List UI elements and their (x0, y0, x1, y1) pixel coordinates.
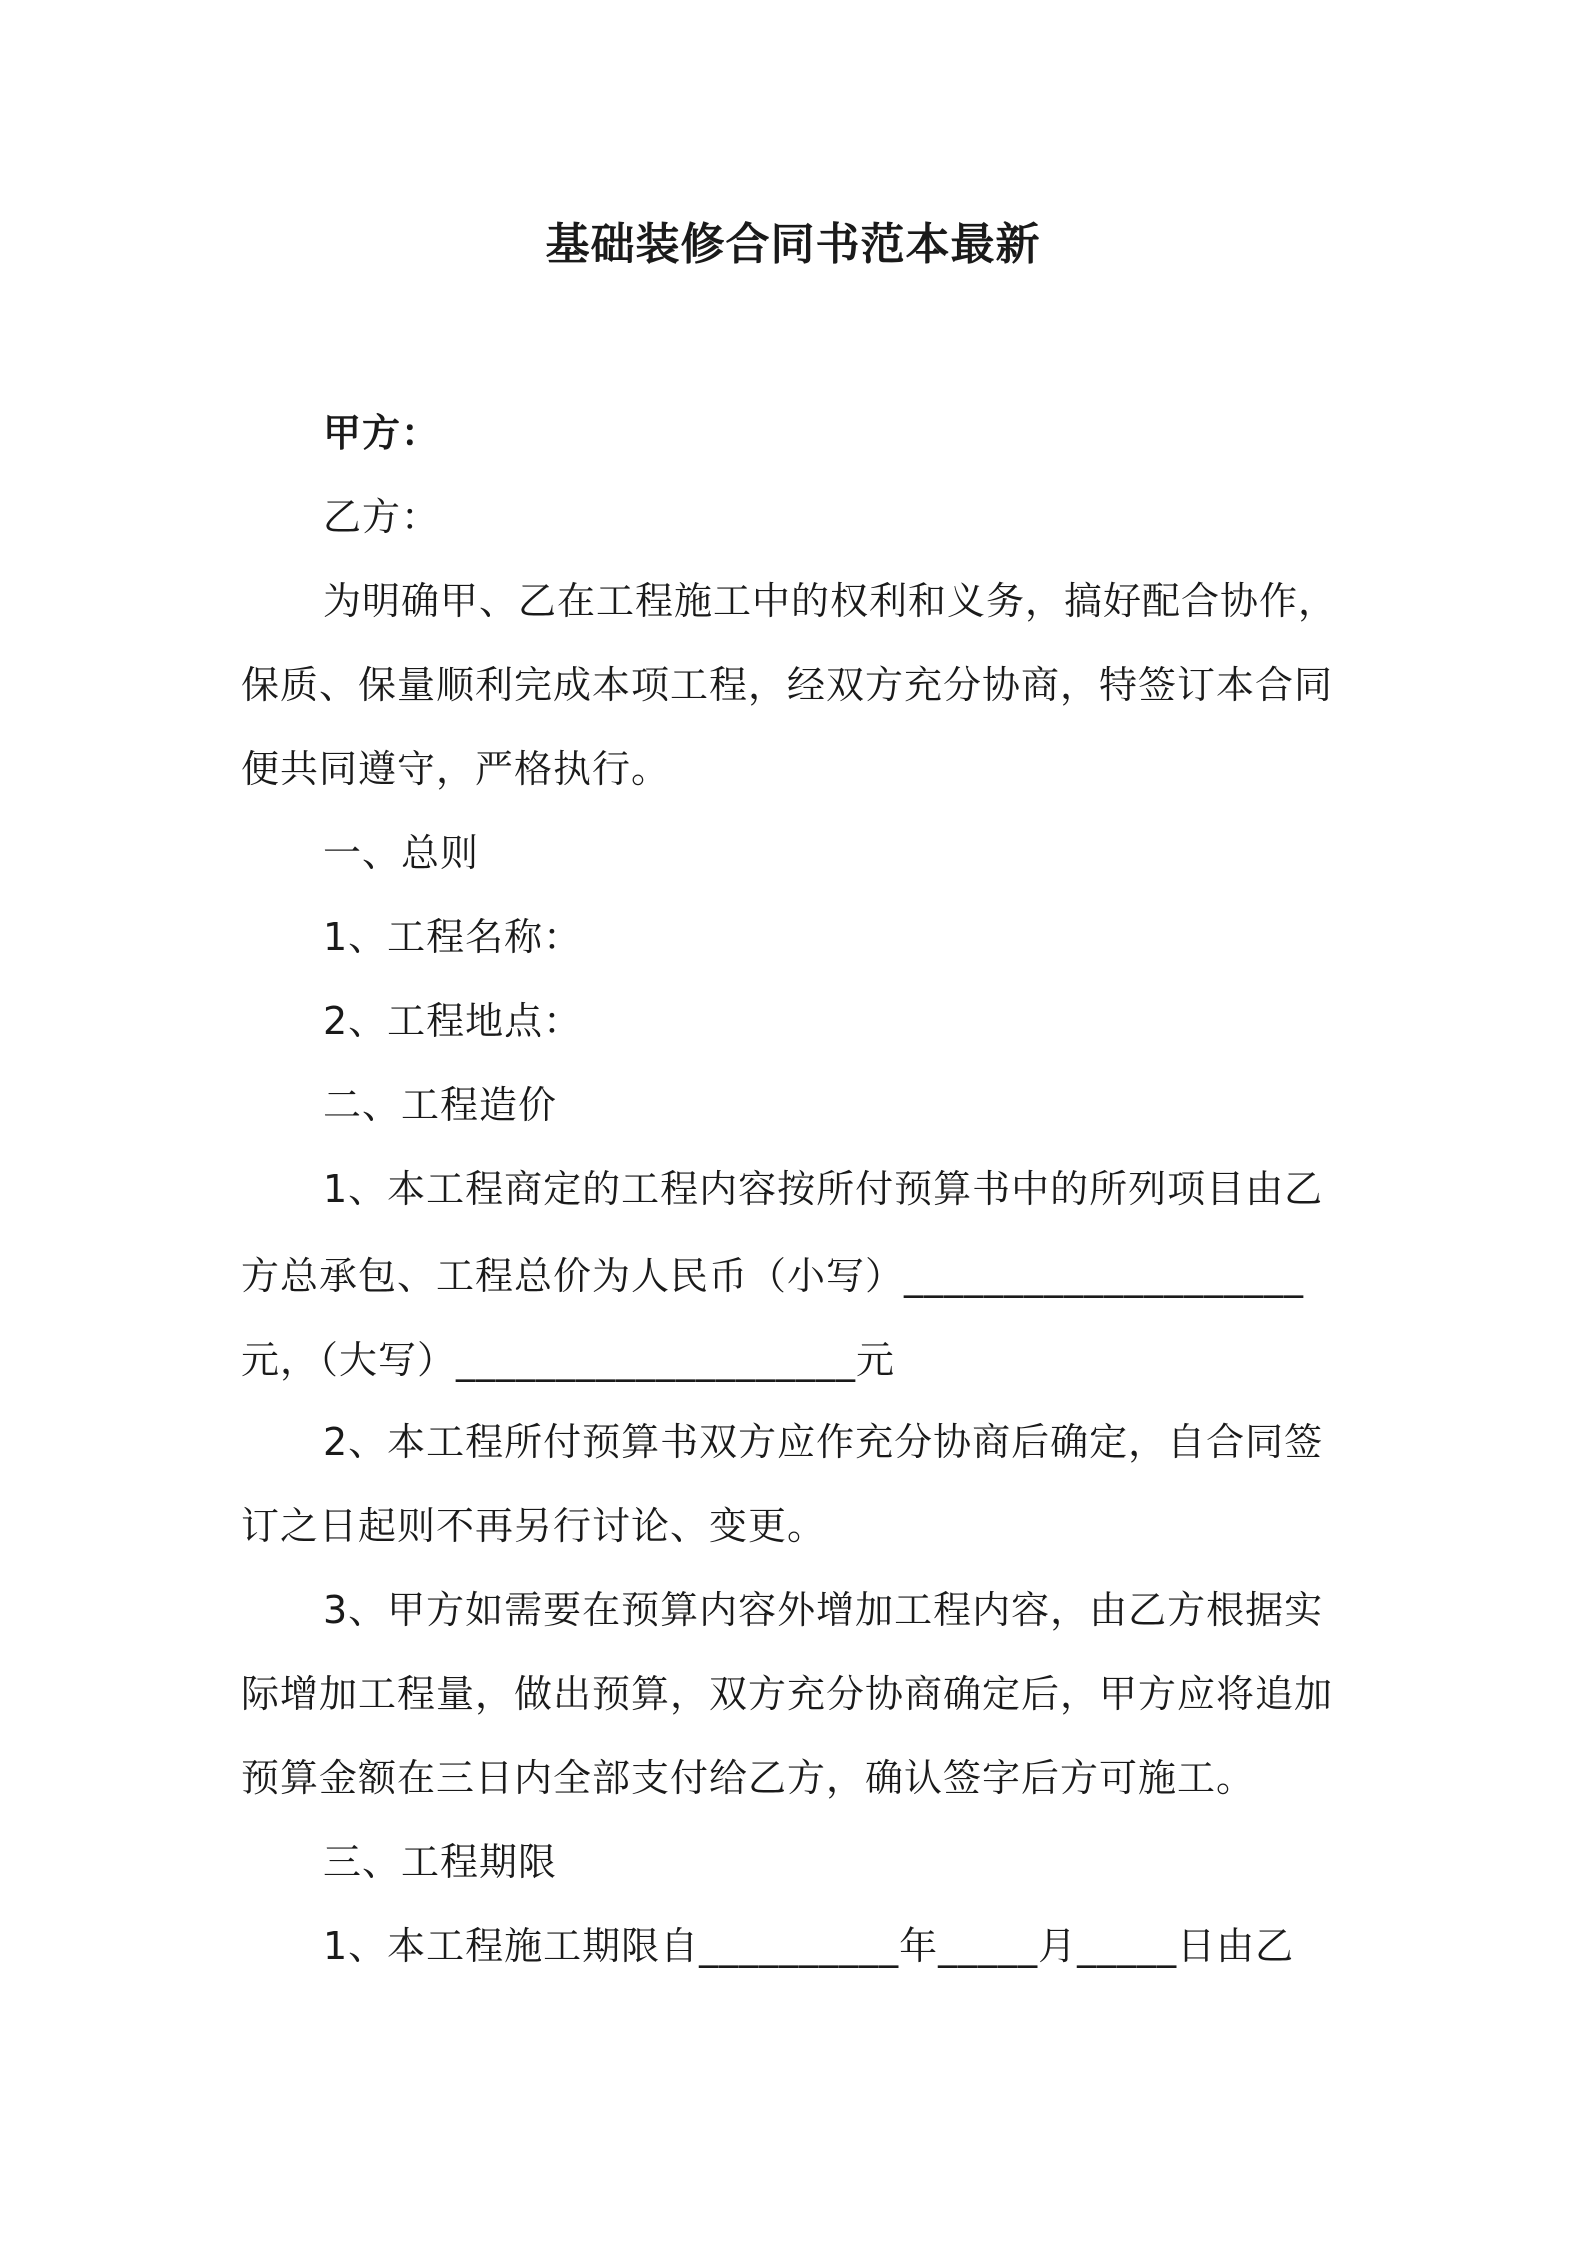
document-title: 基础装修合同书范本最新 (545, 219, 1041, 270)
intro-line-1: 为明确甲、乙在工程施工中的权利和义务，搞好配合协作， (323, 579, 1338, 623)
section2-item1-line-2: 方总承包、工程总价为人民币（小写）____________________ (241, 1254, 1305, 1298)
section2-item1-line-3: 元，（大写）____________________元 (241, 1338, 896, 1382)
section2-item1-line-1: 1、本工程商定的工程内容按所付预算书中的所列项目由乙 (323, 1167, 1324, 1211)
section1-item-2: 2、工程地点： (323, 999, 583, 1043)
party-a-label: 甲方： (323, 411, 441, 455)
intro-line-2: 保质、保量顺利完成本项工程，经双方充分协商，特签订本合同 (241, 663, 1334, 707)
section3-item1-line-1: 1、本工程施工期限自__________年_____月_____日由乙 (323, 1924, 1295, 1968)
party-b-label: 乙方： (323, 495, 441, 539)
section3-heading: 三、工程期限 (323, 1840, 558, 1884)
section2-item2-line-2: 订之日起则不再另行讨论、变更。 (241, 1504, 827, 1548)
intro-line-3: 便共同遵守，严格执行。 (241, 747, 671, 791)
section1-item-1: 1、工程名称： (323, 915, 583, 959)
section1-heading: 一、总则 (323, 831, 480, 875)
section2-item3-line-3: 预算金额在三日内全部支付给乙方，确认签字后方可施工。 (241, 1756, 1256, 1800)
section2-item3-line-2: 际增加工程量，做出预算，双方充分协商确定后，甲方应将追加 (241, 1672, 1334, 1716)
section2-heading: 二、工程造价 (323, 1083, 558, 1127)
section2-item2-line-1: 2、本工程所付预算书双方应作充分协商后确定，自合同签 (323, 1420, 1324, 1464)
section2-item3-line-1: 3、甲方如需要在预算内容外增加工程内容，由乙方根据实 (323, 1588, 1324, 1632)
